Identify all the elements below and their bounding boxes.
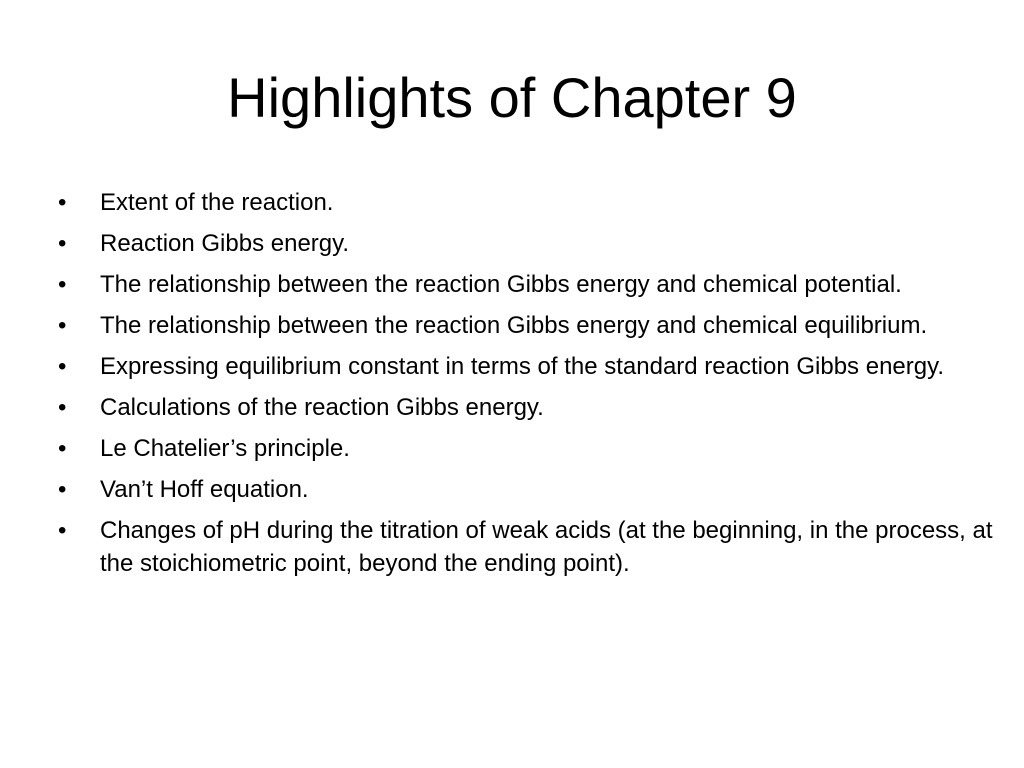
bullet-icon: • — [58, 271, 67, 298]
bullet-text: The relationship between the reaction Gibbs energy and chemical equilibrium. — [100, 312, 928, 339]
bullet-text: Le Chatelier’s principle. — [100, 435, 350, 462]
bullet-item — [58, 268, 1008, 301]
bullet-item — [58, 350, 1008, 383]
slide-title: Highlights of Chapter 9 — [227, 66, 797, 129]
bullet-item — [58, 432, 1008, 465]
bullet-item — [58, 473, 1008, 506]
bullet-item — [58, 391, 1008, 424]
bullet-icon: • — [58, 353, 67, 380]
bullet-icon: • — [58, 517, 67, 544]
bullet-icon: • — [58, 312, 67, 339]
bullet-icon: • — [58, 476, 67, 503]
bullet-item — [58, 514, 1008, 580]
bullet-icon: • — [58, 435, 67, 462]
bullet-text: Reaction Gibbs energy. — [100, 230, 350, 257]
bullet-text: Changes of pH during the titration of weak acids (at the beginning, in the process, at the stoichiometric point, beyond the ending point). — [100, 517, 993, 577]
bullet-text: Extent of the reaction. — [100, 189, 334, 216]
bullet-list — [58, 186, 1008, 588]
bullet-icon: • — [58, 230, 67, 257]
bullet-item — [58, 227, 1008, 260]
bullet-icon: • — [58, 394, 67, 421]
bullet-text: The relationship between the reaction Gibbs energy and chemical potential. — [100, 271, 902, 298]
bullet-item — [58, 309, 1008, 342]
bullet-icon: • — [58, 189, 67, 216]
bullet-text: Expressing equilibrium constant in terms of the standard reaction Gibbs energy. — [100, 353, 944, 380]
bullet-text: Van’t Hoff equation. — [100, 476, 309, 503]
bullet-text: Calculations of the reaction Gibbs energy. — [100, 394, 544, 421]
bullet-item — [58, 186, 1008, 219]
